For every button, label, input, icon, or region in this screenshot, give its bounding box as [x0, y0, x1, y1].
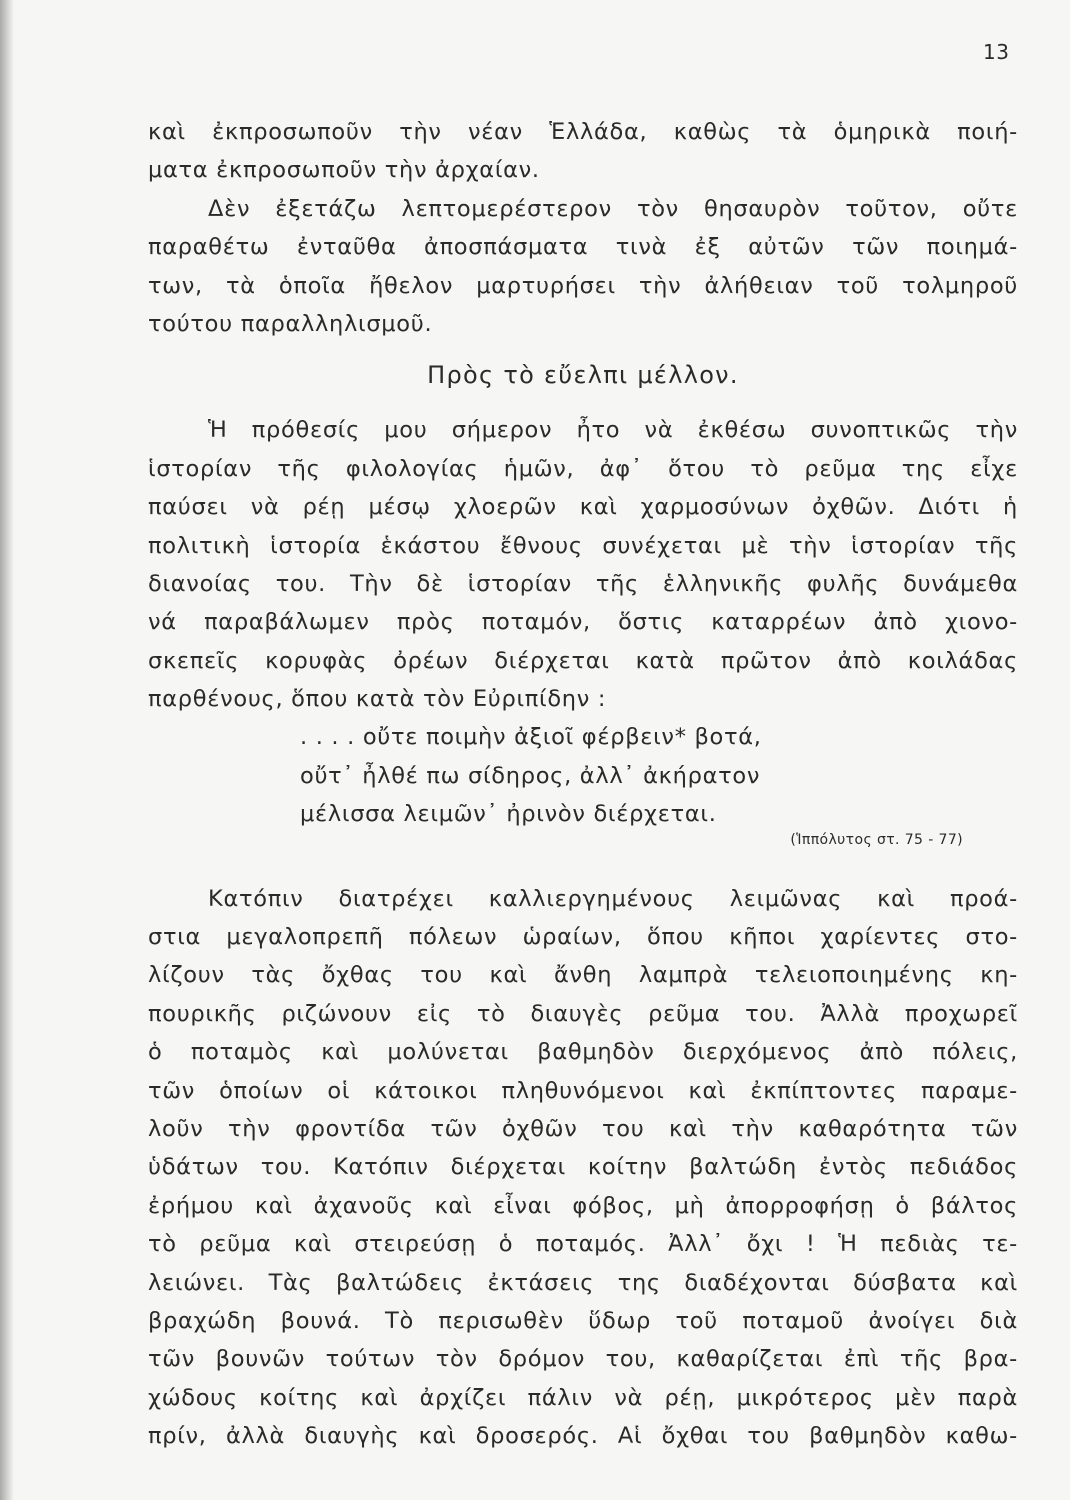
text-line: ὑδάτων του. Κατόπιν διέρχεται κοίτην βαλτώδη ἐντὸς πεδιάδος	[148, 1154, 1018, 1181]
text-line: πρίν, ἀλλὰ διαυγὴς καὶ δροσερός. Αἱ ὄχθαι του βαθμηδὸν καθω-	[148, 1423, 1018, 1450]
text-line: τῶν ὁποίων οἱ κάτοικοι πληθυνόμενοι καὶ ἐκπίπτοντες παραμε-	[148, 1077, 1018, 1104]
text-line: σκεπεῖς κορυφὰς ὀρέων διέρχεται κατὰ πρῶτον ἀπὸ κοιλάδας	[148, 647, 1018, 674]
text-line: πουρικῆς ριζώνουν εἰς τὸ διαυγὲς ρεῦμα του. Ἀλλὰ προχωρεῖ	[148, 1000, 1018, 1027]
paragraph-continued	[148, 113, 1018, 190]
verse-line: μέλισσα λειμῶν᾿ ἠρινὸν διέρχεται.	[300, 801, 717, 828]
text-line: ματα ἐκπροσωποῦν τὴν ἀρχαίαν.	[148, 157, 540, 184]
verse-citation: (Ἱππόλυτος στ. 75 - 77)	[790, 831, 963, 848]
verse-quotation	[148, 718, 1018, 849]
text-line: νά παραβάλωμεν πρὸς ποταμόν, ὅστις καταρρέων ἀπὸ χιονο-	[148, 609, 1018, 636]
text-line: τῶν βουνῶν τούτων τὸν δρόμον του, καθαρίζεται ἐπὶ τῆς βρα-	[148, 1346, 1018, 1373]
paragraph-treasure	[148, 190, 1018, 344]
text-line: των, τὰ ὁποῖα ἤθελον μαρτυρήσει τὴν ἀλήθειαν τοῦ τολμηροῦ	[148, 272, 1018, 299]
text-line: παραθέτω ἐνταῦθα ἀποσπάσματα τινὰ ἐξ αὐτῶν τῶν ποιημά-	[148, 234, 1018, 261]
verse-line: οὔτ᾿ ἦλθέ πω σίδηρος, ἀλλ᾿ ἀκήρατον	[300, 762, 761, 789]
text-line: τὸ ρεῦμα καὶ στειρεύσῃ ὁ ποταμός. Ἀλλ᾿ ὄχι ! Ἡ πεδιὰς τε-	[148, 1231, 1018, 1258]
text-line: Ἡ πρόθεσίς μου σήμερον ἦτο νὰ ἐκθέσω συνοπτικῶς τὴν	[208, 417, 1018, 444]
paragraph-river	[148, 880, 1018, 1456]
text-line: λειώνει. Τὰς βαλτώδεις ἐκτάσεις της διαδέχονται δύσβατα καὶ	[148, 1269, 1018, 1296]
text-line: λίζουν τὰς ὄχθας του καὶ ἄνθη λαμπρὰ τελειοποιημένης κη-	[148, 962, 1018, 989]
text-line: Δὲν ἐξετάζω λεπτομερέστερον τὸν θησαυρὸν τοῦτον, οὔτε	[208, 195, 1018, 222]
text-line: χώδους κοίτης καὶ ἀρχίζει πάλιν νὰ ρέῃ, μικρότερος μὲν παρὰ	[148, 1384, 1018, 1411]
text-line: καὶ ἐκπροσωποῦν τὴν νέαν Ἑλλάδα, καθὼς τὰ ὁμηρικὰ ποιή-	[148, 119, 1018, 145]
text-line: ἱστορίαν τῆς φιλολογίας ἡμῶν, ἀφ᾿ ὅτου τὸ ρεῦμα της εἶχε	[148, 455, 1018, 482]
page-edge-shadow	[0, 0, 14, 1500]
section-heading: Πρὸς τὸ εὔελπι μέλλον.	[427, 361, 739, 390]
text-line: στια μεγαλοπρεπῆ πόλεων ὡραίων, ὅπου κῆποι χαρίεντες στο-	[148, 924, 1018, 951]
verse-line: . . . . οὔτε ποιμὴν ἀξιοῖ φέρβειν* βοτά,	[300, 724, 762, 751]
text-line: βραχώδη βουνά. Τὸ περισωθὲν ὕδωρ τοῦ ποταμοῦ ἀνοίγει διὰ	[148, 1307, 1018, 1334]
paragraph-purpose	[148, 411, 1018, 718]
text-line: πολιτικὴ ἱστορία ἑκάστου ἔθνους συνέχεται μὲ τὴν ἱστορίαν τῆς	[148, 532, 1018, 559]
text-line: τούτου παραλληλισμοῦ.	[148, 310, 433, 337]
text-line: παύσει νὰ ρέῃ μέσῳ χλοερῶν καὶ χαρμοσύνων ὀχθῶν. Διότι ἡ	[148, 494, 1018, 521]
text-line: διανοίας του. Τὴν δὲ ἱστορίαν τῆς ἑλληνικῆς φυλῆς δυνάμεθα	[148, 570, 1018, 597]
text-line: ἐρήμου καὶ ἀχανοῦς καὶ εἶναι φόβος, μὴ ἀπορροφήσῃ ὁ βάλτος	[148, 1192, 1018, 1219]
text-line: λοῦν τὴν φροντίδα τῶν ὀχθῶν του καὶ τὴν καθαρότητα τῶν	[148, 1115, 1018, 1142]
text-line: ὁ ποταμὸς καὶ μολύνεται βαθμηδὸν διερχόμενος ἀπὸ πόλεις,	[148, 1039, 1018, 1066]
page-body	[148, 113, 1018, 1456]
text-line: Κατόπιν διατρέχει καλλιεργημένους λειμῶνας καὶ προά-	[208, 885, 1018, 912]
text-line: παρθένους, ὅπου κατὰ τὸν Εὐριπίδην :	[148, 686, 607, 713]
page-number: 13	[983, 40, 1010, 64]
